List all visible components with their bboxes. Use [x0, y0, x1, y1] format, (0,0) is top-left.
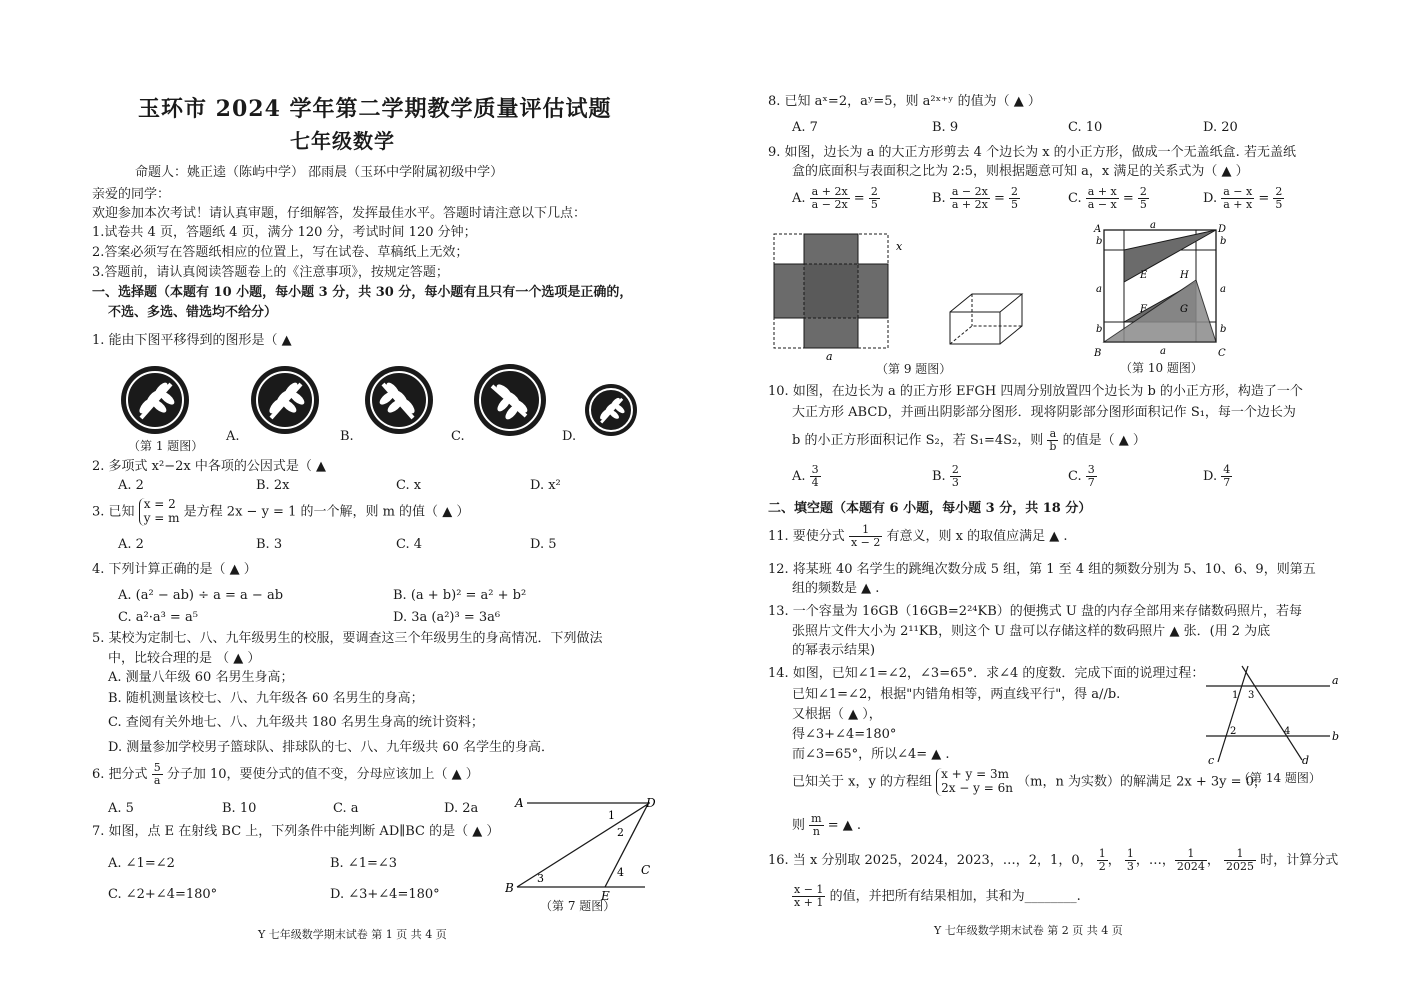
section-1-heading: 一、选择题（本题有 10 小题，每小题 3 分，共 30 分，每小题有且只有一个选项是正确的，: [92, 285, 633, 300]
authors-line: 命题人：姚正逵（陈屿中学） 邵雨晨（玉环中学附属初级中学）: [135, 165, 504, 180]
question-8: 8. 已知 aˣ=2，aʸ=5，则 a²ˣ⁺ʸ 的值为（ ▲ ）: [768, 94, 1041, 109]
q3-option-a: A. 2: [118, 537, 144, 552]
q10-a-den: 4: [811, 476, 819, 490]
box-front: [950, 312, 1000, 344]
label-b: B: [505, 881, 514, 895]
q16-frac-3: [1175, 848, 1207, 873]
question-10-line-2: 大正方形 ABCD，并画出阴影部分图形．现将阴影部分图形面积记作 S₁，每一个边长为: [792, 405, 1296, 420]
question-15: [792, 768, 1267, 796]
shade-lower: [1104, 280, 1216, 342]
q9-c-label: C.: [1068, 191, 1082, 207]
q14-figure: [1204, 660, 1344, 770]
q9-b-rhs: [1009, 186, 1020, 211]
question-4: 4. 下列计算正确的是（ ▲ ）: [92, 562, 257, 577]
label-a-vertex: A: [1094, 224, 1102, 235]
q9-a-label: A.: [792, 191, 806, 207]
exam-title: 玉环市 2024 学年第二学期教学质量评估试题: [138, 96, 612, 122]
question-3: [92, 498, 469, 526]
net-base: [804, 264, 858, 318]
q10-c-den: 7: [1087, 476, 1095, 490]
q16-frac-1: [1097, 848, 1108, 873]
q16-prefix: 16. 当 x 分别取 2025，2024，2023，…，2，1，0，: [768, 853, 1093, 869]
box-right-edges: [1000, 294, 1022, 344]
q3-suffix: 是方程 2x − y = 1 的一个解，则 m 的值（ ▲ ）: [183, 504, 470, 520]
q6-frac-den: a: [153, 774, 161, 788]
q7-figure-caption: （第 7 题图）: [540, 899, 616, 913]
q1-option-d-emblem: [585, 384, 637, 436]
q16-suffix: 时，计算分式: [1260, 853, 1339, 869]
question-10-line-1: 10. 如图，在边长为 a 的正方形 EFGH 四周分别放置四个边长为 b 的小正方形，构造了一个: [768, 384, 1303, 399]
q10-a-num: 3: [811, 463, 819, 476]
q10-ratio-num: a: [1047, 428, 1058, 441]
question-10-line-3: [792, 428, 1146, 453]
label-line-a: a: [1332, 674, 1339, 687]
question-9-line-2: 盒的底面积与表面积之比为 2:5，则根据题意可知 a，x 满足的关系式为（ ▲ ）: [792, 164, 1249, 179]
label-c-vertex: C: [1218, 348, 1226, 359]
q6-fraction: [152, 762, 163, 787]
q1-option-a-emblem: [251, 366, 319, 434]
q9-d-rhs: [1273, 186, 1284, 211]
angle-1: 1: [1232, 690, 1239, 701]
q16-frac-3-num: 1: [1175, 848, 1207, 861]
q1-original-emblem: [121, 366, 189, 434]
q9-b-label: B.: [932, 191, 946, 207]
q3-option-c: C. 4: [396, 537, 423, 552]
q9-a-rhs-num: 2: [870, 185, 878, 198]
label-line-d: d: [1302, 754, 1310, 767]
q10-d-label: D.: [1203, 469, 1218, 485]
q9-b-lhs: [950, 186, 990, 211]
q10-b-num: 2: [951, 463, 959, 476]
label-c: C: [641, 863, 651, 877]
angle-3: 3: [537, 872, 544, 885]
q10-b-frac: [950, 464, 961, 489]
label-b-3: b: [1096, 324, 1103, 335]
q14-figure-caption: （第 14 题图）: [1238, 771, 1321, 785]
q2-option-c: C. x: [396, 478, 422, 493]
q10-d-frac: [1221, 464, 1232, 489]
q9-b-rhs-den: 5: [1010, 198, 1018, 212]
q6-option-a: A. 5: [108, 801, 134, 816]
label-g: G: [1180, 304, 1188, 315]
line-d: [1242, 666, 1302, 760]
q15-eq2: 2x − y = 6n: [941, 780, 1014, 795]
question-14-line-5: 而∠3=65°，所以∠4= ▲ .: [792, 747, 950, 762]
question-9-line-1: 9. 如图，边长为 a 的大正方形剪去 4 个边长为 x 的小正方形，做成一个无盖纸盒. 若无盖纸: [768, 145, 1296, 160]
q11-prefix: 11. 要使分式: [768, 529, 845, 545]
question-11: [768, 524, 1068, 549]
greeting: 亲爱的同学：: [92, 187, 171, 202]
q10-figure-caption: （第 10 题图）: [1120, 361, 1203, 375]
box-top-edges: [950, 294, 1022, 312]
q5-option-d: D. 测量参加学校男子篮球队、排球队的七、八、九年级共 60 名学生的身高．: [108, 740, 555, 755]
q16-frac-2-den: 3: [1126, 860, 1134, 874]
q10-d-den: 7: [1223, 476, 1231, 490]
question-1: 1. 能由下图平移得到的图形是（ ▲: [92, 333, 292, 348]
q16-frac-4-num: 1: [1224, 848, 1256, 861]
question-6: [92, 762, 479, 787]
exam-page-2: [706, 0, 1413, 1000]
q15-eq1: x + y = 3m: [941, 767, 1010, 781]
q15-ratio: [809, 813, 823, 838]
q3-option-b: B. 3: [256, 537, 283, 552]
q2-option-a: A. 2: [118, 478, 144, 493]
q9-b-rhs-num: 2: [1010, 185, 1018, 198]
question-14-line-2: 已知∠1=∠2，根据"内错角相等，两直线平行"，得 a//b.: [792, 687, 1121, 702]
exam-page-1: [0, 0, 706, 1000]
q8-option-a: A. 7: [792, 120, 818, 135]
label-left-a: a: [1096, 284, 1102, 295]
q8-option-c: C. 10: [1068, 120, 1103, 135]
q10-option-b: [932, 464, 961, 489]
shade-upper: [1124, 230, 1216, 282]
q15-ratio-den: n: [812, 825, 820, 839]
angle-2: 2: [1230, 726, 1237, 737]
small-square-tl: [1104, 230, 1124, 250]
q6-prefix: 6. 把分式: [92, 767, 148, 783]
q9-d-num: a − x: [1223, 185, 1253, 198]
q6-frac-num: 5: [153, 761, 161, 774]
q9-b-num: a − 2x: [951, 185, 988, 198]
question-12-line-2: 组的频数是 ▲ .: [792, 581, 880, 596]
label-e: E: [1140, 270, 1148, 281]
q16-frac-4-den: 2025: [1226, 860, 1255, 874]
intro-text: 欢迎参加本次考试！请认真审题，仔细解答，发挥最佳水平。答题时请注意以下几点：: [92, 206, 587, 221]
angle-4: 4: [1284, 726, 1291, 737]
angle-4: 4: [617, 866, 624, 879]
q5-option-b: B. 随机测量该校七、八、九年级各 60 名男生的身高；: [108, 691, 424, 706]
question-14-line-4: 得∠3+∠4=180°: [792, 727, 897, 742]
label-b-2: b: [1220, 236, 1227, 247]
q9-d-rhs-den: 5: [1275, 198, 1283, 212]
q9-a-num: a + 2x: [811, 185, 848, 198]
q11-den: x − 2: [850, 536, 881, 550]
q16-expr-den: x + 1: [794, 896, 824, 910]
note-3: 3.答题前，请认真阅读答题卷上的《注意事项》，按规定答题；: [92, 265, 449, 280]
q6-suffix: 分子加 10，要使分式的值不变，分母应该加上（ ▲ ）: [166, 767, 479, 783]
q7-option-c: C. ∠2+∠4=180°: [108, 887, 218, 902]
question-14-line-3: 又根据（ ▲ ），: [792, 707, 882, 722]
q9-c-den: a − x: [1087, 198, 1117, 212]
q15-prefix: 已知关于 x，y 的方程组: [792, 774, 932, 790]
q2-option-b: B. 2x: [256, 478, 290, 493]
q9-c-rhs-num: 2: [1139, 185, 1147, 198]
question-7: 7. 如图，点 E 在射线 BC 上，下列条件中能判断 AD∥BC 的是（ ▲ ）: [92, 824, 500, 839]
q7-option-d: D. ∠3+∠4=180°: [330, 887, 440, 902]
label-d: D: [646, 796, 656, 810]
q1-option-c: C.: [451, 429, 465, 444]
question-16: 16. 当 x 分别取 2025，2024，2023，…，2，1，0， $\frac{1}{2}$ ， $\frac{1}{3}$ ，…， $\frac{1}{2024}$ ， $\frac{1}{2025}$ 时，计算分式: [768, 847, 1339, 874]
q16-frac-2: [1125, 848, 1136, 873]
question-2: 2. 多项式 x²−2x 中各项的公因式是（ ▲: [92, 459, 326, 474]
q16-line-2-suffix: 的值，并把所有结果相加，其和为________.: [829, 889, 1081, 905]
label-b-1: b: [1096, 236, 1103, 247]
label-bottom-a: a: [1160, 346, 1166, 357]
q8-option-b: B. 9: [932, 120, 959, 135]
angle-1: 1: [608, 809, 615, 822]
q10-c-num: 3: [1087, 463, 1095, 476]
q10-c-frac: [1086, 464, 1097, 489]
label-d-vertex: D: [1218, 224, 1227, 235]
q9-b-den: a + 2x: [951, 198, 988, 212]
q9-figure-caption: （第 9 题图）: [876, 362, 952, 376]
q1-figures: [118, 360, 658, 450]
label-b-vertex: B: [1094, 348, 1102, 359]
question-12-line-1: 12. 将某班 40 名学生的跳绳次数分成 5 组，第 1 至 4 组的频数分别为 5、10、6、9，则第五: [768, 562, 1316, 577]
label-top-a: a: [1150, 220, 1156, 231]
q9-option-c: C. $\frac{a + x}{a - x}$ = $\frac{2}{5}$: [1068, 185, 1147, 212]
q9-a-rhs: [869, 186, 880, 211]
q8-option-d: D. 20: [1203, 120, 1238, 135]
line-c: [1218, 666, 1248, 762]
page-1-footer: Y 七年级数学期末试卷 第 1 页 共 4 页: [258, 928, 447, 941]
q11-num: 1: [849, 524, 882, 537]
box-hidden-edges: [950, 294, 1022, 344]
label-right-a: a: [1220, 284, 1226, 295]
q9-box-figure: [946, 290, 1036, 350]
q3-option-d: D. 5: [530, 537, 557, 552]
q9-net-figure: [768, 228, 908, 363]
net-label-a: a: [826, 350, 833, 363]
q15-line-2-suffix: = ▲ .: [827, 818, 862, 834]
q15-system: [936, 768, 1013, 796]
q7-option-b: B. ∠1=∠3: [330, 856, 398, 871]
q3-system: [139, 498, 180, 526]
q9-d-label: D.: [1203, 191, 1218, 207]
q15-suffix: （m，n 为实数）的解满足 2x + 3y = 0，: [1017, 774, 1267, 790]
q9-a-lhs: [810, 186, 850, 211]
q9-c-num: a + x: [1087, 185, 1117, 198]
q11-fraction: [849, 524, 882, 549]
q6-option-b: B. 10: [222, 801, 257, 816]
q9-option-b: B. $\frac{a - 2x}{a + 2x}$ = $\frac{2}{5}$: [932, 185, 1018, 212]
q10-ratio-den: b: [1049, 440, 1057, 454]
q3-prefix: 3. 已知: [92, 504, 135, 520]
section-1-heading-cont: 不选、多选、错选均不给分）: [108, 305, 278, 320]
label-line-b: b: [1332, 730, 1340, 743]
q16-expression: [792, 884, 825, 909]
q10-option-c: [1068, 464, 1097, 489]
q10-c-label: C.: [1068, 469, 1082, 485]
q9-c-rhs-den: 5: [1139, 198, 1147, 212]
q16-frac-2-num: 1: [1126, 847, 1134, 860]
angle-3: 3: [1248, 690, 1255, 701]
question-13-line-1: 13. 一个容量为 16GB（16GB=2²⁴KB）的便携式 U 盘的内存全部用来存储数码照片，若每: [768, 604, 1302, 619]
q6-option-d: D. 2a: [444, 801, 479, 816]
q15-ratio-num: m: [811, 812, 822, 825]
q9-option-d: D. $\frac{a - x}{a + x}$ = $\frac{2}{5}$: [1203, 185, 1283, 212]
question-14-line-1: 14. 如图，已知∠1=∠2，∠3=65°．求∠4 的度数．完成下面的说理过程：: [768, 666, 1205, 681]
q9-d-lhs: [1221, 186, 1254, 211]
q10-option-d: [1203, 464, 1232, 489]
q1-option-a: A.: [226, 429, 240, 444]
label-f: F: [1140, 304, 1147, 315]
note-2: 2.答案必须写在答题纸相应的位置上，写在试卷、草稿纸上无效；: [92, 245, 469, 260]
q9-a-rhs-den: 5: [870, 198, 878, 212]
label-a: A: [515, 796, 524, 810]
section-2-heading: 二、填空题（本题有 6 小题，每小题 3 分，共 18 分）: [768, 501, 1092, 516]
q4-option-d: D. 3a (a²)³ = 3a⁶: [393, 610, 501, 625]
q15-line-2-prefix: 则: [792, 818, 806, 834]
q10-figure: [1090, 220, 1230, 360]
q16-ellipsis: ，…，: [1135, 853, 1175, 869]
q7-option-a: A. ∠1=∠2: [108, 856, 175, 871]
q10-a-frac: [810, 464, 821, 489]
angle-2: 2: [617, 826, 624, 839]
q11-suffix: 有意义，则 x 的取值应满足 ▲ .: [886, 529, 1068, 545]
q16-expr-num: x − 1: [794, 883, 824, 896]
q16-frac-3-den: 2024: [1176, 860, 1205, 874]
q9-c-lhs: [1086, 186, 1119, 211]
q10-b-label: B.: [932, 469, 946, 485]
q9-a-den: a − 2x: [811, 198, 848, 212]
q1-option-d: D.: [562, 429, 577, 444]
q10-line-3-suffix: 的值是（ ▲ ）: [1062, 433, 1146, 449]
q9-c-rhs: [1138, 186, 1149, 211]
q16-frac-4: [1224, 848, 1256, 873]
question-16-line-2: [792, 884, 1081, 909]
q4-option-c: C. a²·a³ = a⁵: [118, 610, 198, 625]
q10-option-a: [792, 464, 821, 489]
q1-option-b: B.: [340, 429, 354, 444]
q9-option-a: A. $\frac{a + 2x}{a - 2x}$ = $\frac{2}{5}$: [792, 185, 878, 212]
exam-subtitle: 七年级数学: [290, 129, 395, 153]
label-line-c: c: [1208, 754, 1215, 767]
net-label-x: x: [896, 240, 903, 253]
page-2-footer: Y 七年级数学期末试卷 第 2 页 共 4 页: [934, 924, 1123, 937]
q1-option-c-emblem: [474, 364, 546, 436]
q2-option-d: D. x²: [530, 478, 561, 493]
q3-eq1: x = 2: [143, 497, 176, 511]
q10-line-3-prefix: b 的小正方形面积记作 S₂，若 S₁=4S₂，则: [792, 433, 1044, 449]
question-13-line-2: 张照片文件大小为 2¹¹KB，则这个 U 盘可以存储这样的数码照片 ▲ 张．(用 2 为底: [792, 624, 1271, 639]
question-5-line-2: 中，比较合理的是 （ ▲ ）: [108, 651, 261, 666]
q10-ratio: [1047, 428, 1058, 453]
q5-option-a: A. 测量八年级 60 名男生身高；: [108, 670, 294, 685]
label-e: E: [601, 889, 610, 902]
q7-figure: [505, 792, 665, 902]
q10-b-den: 3: [951, 476, 959, 490]
q10-a-label: A.: [792, 469, 806, 485]
q16-frac-1-den: 2: [1098, 860, 1106, 874]
q3-eq2: y = m: [143, 510, 180, 525]
question-5-line-1: 5. 某校为定制七、八、九年级男生的校服，要调查这三个年级男生的身高情况．下列做法: [92, 631, 603, 646]
q5-option-c: C. 查阅有关外地七、八、九年级共 180 名男生身高的统计资料；: [108, 715, 484, 730]
q10-d-num: 4: [1223, 463, 1231, 476]
q4-option-b: B. (a + b)² = a² + b²: [393, 588, 527, 603]
q1-option-b-emblem: [365, 366, 433, 434]
question-15-line-2: [792, 813, 861, 838]
q1-figure-caption: （第 1 题图）: [128, 439, 204, 453]
q16-frac-1-num: 1: [1098, 847, 1106, 860]
q9-d-den: a + x: [1223, 198, 1253, 212]
note-1: 1.试卷共 4 页，答题纸 4 页，满分 120 分，考试时间 120 分钟；: [92, 225, 477, 240]
label-h: H: [1180, 270, 1189, 281]
q6-option-c: C. a: [333, 801, 359, 816]
question-13-line-3: 的幂表示结果): [792, 643, 876, 658]
q9-d-rhs-num: 2: [1275, 185, 1283, 198]
label-b-4: b: [1220, 324, 1227, 335]
q4-option-a: A. (a² − ab) ÷ a = a − ab: [118, 588, 284, 603]
